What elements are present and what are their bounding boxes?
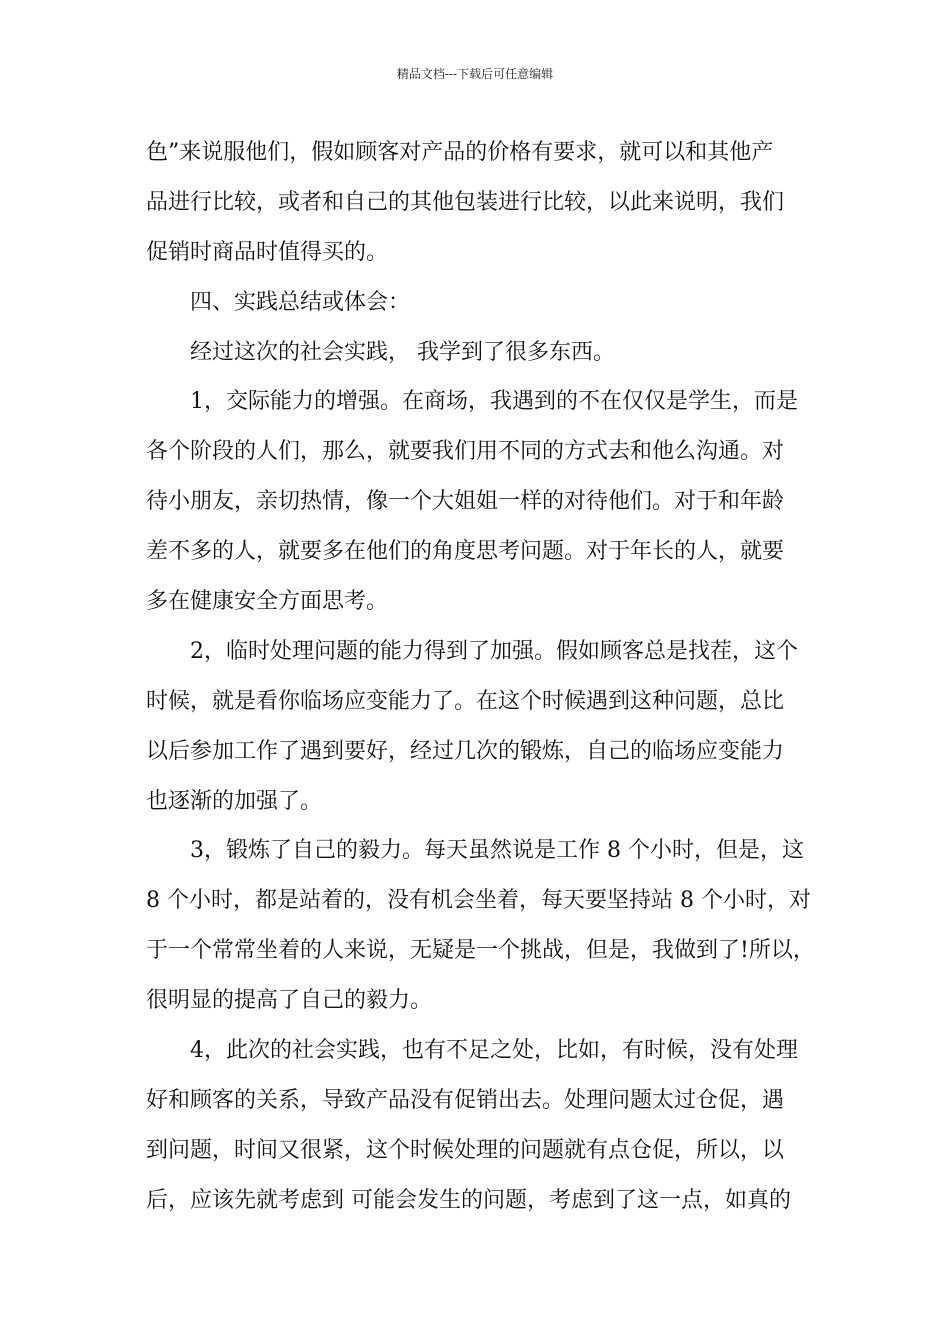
text-line: 1，交际能力的增强。在商场，我遇到的不在仅仅是学生，而是 [190, 389, 798, 415]
text-line: 很明显的提高了自己的毅力。 [146, 988, 433, 1014]
text-line: 经过这次的社会实践， 我学到了很多东西。 [190, 339, 615, 365]
page-header: 精品文档---下载后可任意编辑 [396, 67, 554, 81]
text-line: 差不多的人，就要多在他们的角度思考问题。对于年长的人，就要 [146, 539, 785, 565]
text-line: 4，此次的社会实践，也有不足之处，比如，有时候，没有处理 [190, 1038, 798, 1064]
text-line: 促销时商品时值得买的。 [146, 239, 389, 265]
text-line: 2，临时处理问题的能力得到了加强。假如顾客总是找茬，这个 [190, 638, 798, 664]
text-line: 后，应该先就考虑到 可能会发生的问题，考虑到了这一点，如真的 [146, 1187, 791, 1213]
text-line: 3，锻炼了自己的毅力。每天虽然说是工作 8 个小时，但是，这 [190, 838, 804, 864]
text-line: 以后参加工作了遇到要好，经过几次的锻炼，自己的临场应变能力 [146, 738, 785, 764]
text-line: 品进行比较，或者和自己的其他包装进行比较，以此来说明，我们 [146, 189, 785, 215]
text-line: 于一个常常坐着的人来说，无疑是一个挑战，但是，我做到了!所以， [146, 938, 815, 964]
text-line: 好和顾客的关系，导致产品没有促销出去。处理问题太过仓促，遇 [146, 1087, 785, 1113]
document-body [146, 128, 826, 1226]
text-line: 待小朋友，亲切热情，像一个大姐姐一样的对待他们。对于和年龄 [146, 489, 785, 515]
text-line: 各个阶段的人们，那么，就要我们用不同的方式去和他么沟通。对 [146, 439, 785, 465]
text-line: 8 个小时，都是站着的，没有机会坐着，每天要坚持站 8 个小时，对 [146, 888, 811, 914]
text-line: 色”来说服他们，假如顾客对产品的价格有要求，就可以和其他产 [146, 140, 774, 165]
text-line: 时候，就是看你临场应变能力了。在这个时候遇到这种问题，总比 [146, 688, 785, 714]
text-line: 四、实践总结或体会： [190, 289, 411, 315]
text-line: 到问题，时间又很紧，这个时候处理的问题就有点仓促，所以，以 [146, 1137, 785, 1163]
text-line: 多在健康安全方面思考。 [146, 589, 389, 615]
text-line: 也逐渐的加强了。 [146, 788, 323, 814]
